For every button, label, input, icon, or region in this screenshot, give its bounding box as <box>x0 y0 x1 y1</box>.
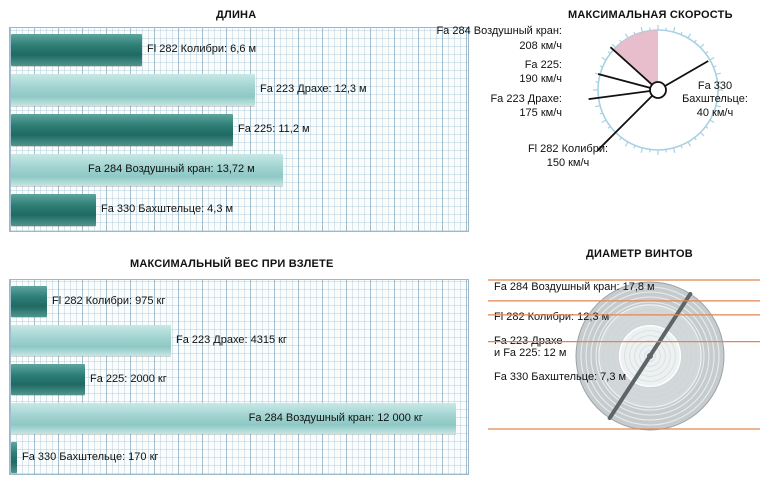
bar-1 <box>11 286 47 317</box>
speed-tick <box>706 52 708 54</box>
speed-tick <box>620 40 622 42</box>
speed-tick <box>688 142 691 146</box>
speed-tick <box>595 106 600 107</box>
bar-label-5: Fa 330 Бахштельце: 4,3 м <box>101 203 234 215</box>
rotor-label-3: Fa 223 Драхе <box>494 335 563 347</box>
rotor-label-2: Fl 282 Колибри: 12,3 м <box>494 311 610 323</box>
speed-tick <box>626 34 629 38</box>
speed-tick <box>710 120 714 123</box>
speed-label-4: Fl 282 Колибри: <box>527 143 609 155</box>
speed-tick <box>608 52 610 54</box>
rotor-label-1: Fa 284 Воздушный кран: 17,8 м <box>494 281 655 293</box>
rotor-label-4: Fa 330 Бахштельце: 7,3 м <box>494 371 627 383</box>
speed-tick <box>706 127 708 129</box>
weight-chart <box>9 279 469 475</box>
speed-tick <box>695 138 697 140</box>
length-chart-title: ДЛИНА <box>216 9 257 21</box>
speed-label-5: Fa 330 <box>697 80 733 92</box>
bar-label-3: Fa 225: 2000 кг <box>90 372 167 385</box>
speed-tick <box>674 27 675 32</box>
bar-3 <box>11 114 233 146</box>
speed-tick <box>602 120 606 123</box>
weight-chart-title: МАКСИМАЛЬНЫЙ ВЕС ПРИ ВЗЛЕТЕ <box>130 258 334 270</box>
speed-tick <box>626 142 629 146</box>
speed-label-1: 208 км/ч <box>519 40 562 52</box>
speed-chart-title: МАКСИМАЛЬНАЯ СКОРОСТЬ <box>568 9 733 21</box>
bar-5 <box>11 194 96 226</box>
speed-tick <box>700 44 704 48</box>
bar-2 <box>11 74 255 106</box>
speed-label-4: 150 км/ч <box>546 157 590 169</box>
speed-label-3: 175 км/ч <box>519 107 562 119</box>
speed-label-2: 190 км/ч <box>519 73 562 85</box>
rotor-chart-title: ДИАМЕТР ВИНТОВ <box>586 248 693 260</box>
speed-label-2: Fa 225: <box>524 59 562 71</box>
bar-label-1: Fl 282 Колибри: 6,6 м <box>147 43 257 55</box>
speed-tick <box>700 132 704 136</box>
speed-label-5: Бахштельце: <box>682 93 748 105</box>
bar-2 <box>11 325 171 356</box>
bar-label-4: Fa 284 Воздушный кран: 12 000 кг <box>248 411 423 424</box>
length-chart <box>9 27 469 232</box>
bar-label-2: Fa 223 Драхе: 4315 кг <box>176 333 287 346</box>
speed-hub <box>650 82 666 98</box>
rotor-label-3: и Fa 225: 12 м <box>494 347 567 359</box>
speed-tick <box>674 148 675 153</box>
rotor-diagram <box>488 268 760 433</box>
speed-tick <box>602 58 606 61</box>
bar-label-2: Fa 223 Драхе: 12,3 м <box>260 83 367 95</box>
speed-tick <box>695 40 697 42</box>
speed-label-1: Fa 284 Воздушный кран: <box>436 25 562 37</box>
speed-tick <box>716 73 721 74</box>
speed-tick <box>688 34 691 38</box>
bar-label-4: Fa 284 Воздушный кран: 13,72 м <box>88 163 255 175</box>
rotor-hub <box>647 353 653 359</box>
speed-tick <box>710 58 714 61</box>
speed-tick <box>620 138 622 140</box>
speed-tick <box>641 27 642 32</box>
speed-tick <box>612 44 616 48</box>
bar-label-5: Fa 330 Бахштельце: 170 кг <box>22 450 159 463</box>
bar-label-3: Fa 225: 11,2 м <box>238 123 310 135</box>
bar-label-1: Fl 282 Колибри: 975 кг <box>52 294 166 307</box>
speed-gauge <box>436 22 760 182</box>
bar-5 <box>11 442 17 473</box>
bar-1 <box>11 34 142 66</box>
speed-label-3: Fa 223 Драхе: <box>490 93 562 105</box>
speed-label-5: 40 км/ч <box>696 107 734 119</box>
speed-tick <box>641 148 642 153</box>
bar-3 <box>11 364 85 395</box>
speed-tick <box>608 127 610 129</box>
